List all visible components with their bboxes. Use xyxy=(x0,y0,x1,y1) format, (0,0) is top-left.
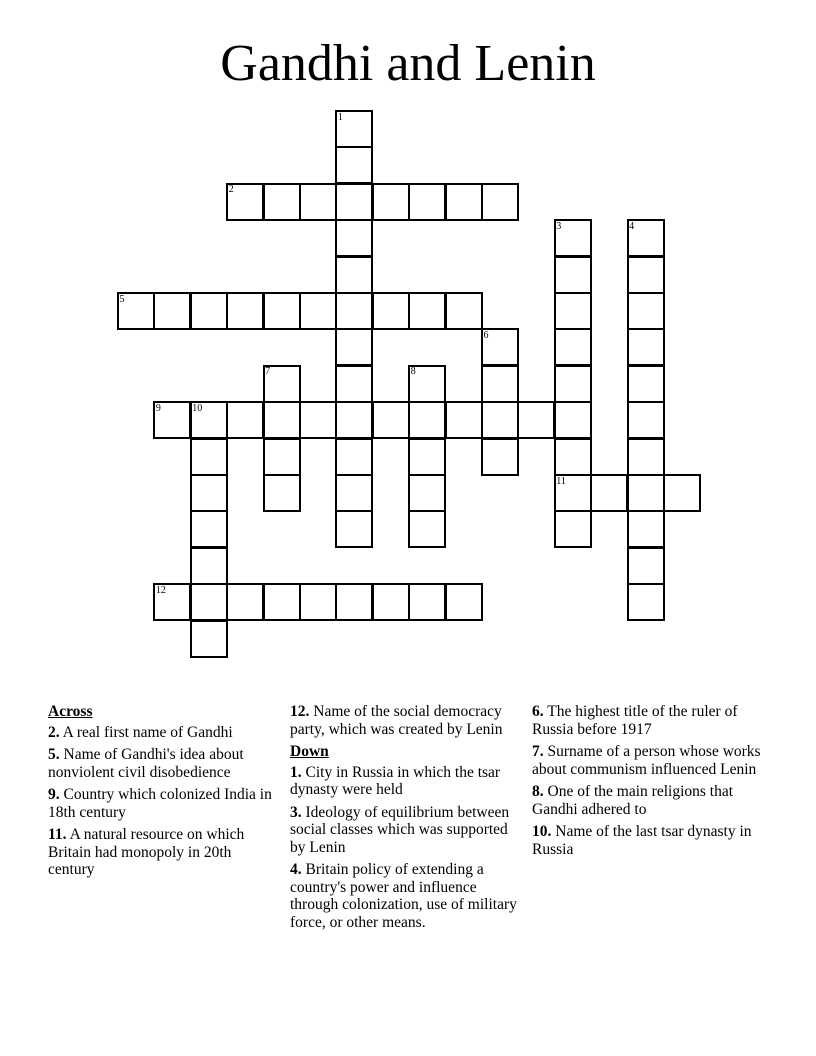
grid-cell[interactable] xyxy=(481,183,519,221)
grid-cell[interactable] xyxy=(408,292,446,330)
grid-cell[interactable] xyxy=(335,183,373,221)
grid-cell[interactable] xyxy=(517,401,555,439)
grid-cell[interactable] xyxy=(335,256,373,294)
clue-number-2: 2 xyxy=(228,184,234,196)
clue-column-3 xyxy=(532,703,768,863)
grid-cell[interactable] xyxy=(445,183,483,221)
clue-down-7: 7. Surname of a person whose works about communism influenced Lenin xyxy=(532,743,761,778)
clue-across-2: 2. A real first name of Gandhi xyxy=(48,723,233,741)
clue-number-5: 5 xyxy=(119,293,125,305)
grid-cell[interactable] xyxy=(627,547,665,585)
grid-cell[interactable] xyxy=(263,583,301,621)
clue-number-1: 1 xyxy=(337,111,343,123)
clue-number-9: 9 xyxy=(155,402,161,414)
grid-cell[interactable] xyxy=(554,510,592,548)
clue-number-10: 10 xyxy=(192,402,203,414)
grid-cell[interactable] xyxy=(190,292,228,330)
grid-cell[interactable] xyxy=(190,510,228,548)
grid-cell[interactable] xyxy=(627,438,665,476)
grid-cell[interactable] xyxy=(408,474,446,512)
clue-number-12: 12 xyxy=(155,584,166,596)
grid-cell[interactable] xyxy=(481,401,519,439)
grid-cell[interactable] xyxy=(627,365,665,403)
across-heading: Across xyxy=(48,703,93,720)
grid-cell[interactable] xyxy=(263,401,301,439)
grid-cell[interactable] xyxy=(335,474,373,512)
grid-cell[interactable] xyxy=(445,401,483,439)
grid-cell[interactable] xyxy=(335,219,373,257)
grid-cell[interactable] xyxy=(554,328,592,366)
grid-cell[interactable] xyxy=(627,328,665,366)
clue-across-11: 11. A natural resource on which Britain had monopoly in 20th century xyxy=(48,826,245,878)
grid-cell[interactable] xyxy=(372,183,410,221)
clue-down-6: 6. The highest title of the ruler of Russia before 1917 xyxy=(532,703,738,738)
grid-cell[interactable] xyxy=(299,583,337,621)
grid-cell[interactable] xyxy=(663,474,701,512)
grid-cell[interactable] xyxy=(263,474,301,512)
clue-down-8: 8. One of the main religions that Gandhi adhered to xyxy=(532,783,734,818)
grid-cell[interactable] xyxy=(408,510,446,548)
grid-cell[interactable] xyxy=(627,474,665,512)
puzzle-title: Gandhi and Lenin xyxy=(220,35,596,92)
clue-column-2 xyxy=(290,703,522,936)
grid-cell[interactable] xyxy=(481,438,519,476)
grid-cell[interactable] xyxy=(335,583,373,621)
grid-cell[interactable] xyxy=(554,401,592,439)
clue-across-5: 5. Name of Gandhi's idea about nonviolent civil disobedience xyxy=(48,746,244,781)
grid-cell[interactable] xyxy=(335,292,373,330)
grid-cell[interactable] xyxy=(299,401,337,439)
grid-cell[interactable] xyxy=(445,292,483,330)
grid-cell[interactable] xyxy=(190,583,228,621)
grid-cell[interactable] xyxy=(335,365,373,403)
clue-number-4: 4 xyxy=(629,220,635,232)
clue-number-7: 7 xyxy=(265,366,271,378)
grid-cell[interactable] xyxy=(627,256,665,294)
grid-cell[interactable] xyxy=(481,365,519,403)
clue-across-12: 12. Name of the social democracy party, which was created by Lenin xyxy=(290,703,503,738)
grid-cell[interactable] xyxy=(445,583,483,621)
clue-number-6: 6 xyxy=(483,329,489,341)
grid-cell[interactable] xyxy=(554,365,592,403)
grid-cell[interactable] xyxy=(335,328,373,366)
grid-cell[interactable] xyxy=(627,510,665,548)
clue-number-3: 3 xyxy=(556,220,562,232)
grid-cell[interactable] xyxy=(627,292,665,330)
grid-cell[interactable] xyxy=(408,183,446,221)
clue-down-10: 10. Name of the last tsar dynasty in Russia xyxy=(532,823,752,858)
grid-cell[interactable] xyxy=(408,583,446,621)
grid-cell[interactable] xyxy=(372,401,410,439)
clue-down-4: 4. Britain policy of extending a country's power and influence through colonization, use of military force, or other means. xyxy=(290,861,517,931)
grid-cell[interactable] xyxy=(335,401,373,439)
grid-cell[interactable] xyxy=(190,474,228,512)
grid-cell[interactable] xyxy=(590,474,628,512)
grid-cell[interactable] xyxy=(554,292,592,330)
grid-cell[interactable] xyxy=(226,583,264,621)
clue-number-8: 8 xyxy=(410,366,416,378)
clue-across-9: 9. Country which colonized India in 18th century xyxy=(48,786,272,821)
grid-cell[interactable] xyxy=(263,438,301,476)
grid-cell[interactable] xyxy=(627,583,665,621)
grid-cell[interactable] xyxy=(226,292,264,330)
grid-cell[interactable] xyxy=(299,183,337,221)
grid-cell[interactable] xyxy=(263,183,301,221)
grid-cell[interactable] xyxy=(153,292,191,330)
down-heading: Down xyxy=(290,743,329,760)
clue-number-11: 11 xyxy=(556,475,566,487)
clue-column-1 xyxy=(48,703,276,884)
grid-cell[interactable] xyxy=(190,438,228,476)
grid-cell[interactable] xyxy=(627,401,665,439)
grid-cell[interactable] xyxy=(408,401,446,439)
grid-cell[interactable] xyxy=(372,292,410,330)
grid-cell[interactable] xyxy=(335,438,373,476)
grid-cell[interactable] xyxy=(335,510,373,548)
grid-cell[interactable] xyxy=(372,583,410,621)
grid-cell[interactable] xyxy=(263,292,301,330)
clue-down-3: 3. Ideology of equilibrium between social classes which was supported by Lenin xyxy=(290,803,510,856)
grid-cell[interactable] xyxy=(554,256,592,294)
grid-cell[interactable] xyxy=(408,438,446,476)
grid-cell[interactable] xyxy=(226,401,264,439)
grid-cell[interactable] xyxy=(190,620,228,658)
grid-cell[interactable] xyxy=(554,438,592,476)
clue-down-1: 1. City in Russia in which the tsar dynasty were held xyxy=(290,763,501,798)
grid-cell[interactable] xyxy=(335,146,373,184)
grid-cell[interactable] xyxy=(190,547,228,585)
grid-cell[interactable] xyxy=(299,292,337,330)
